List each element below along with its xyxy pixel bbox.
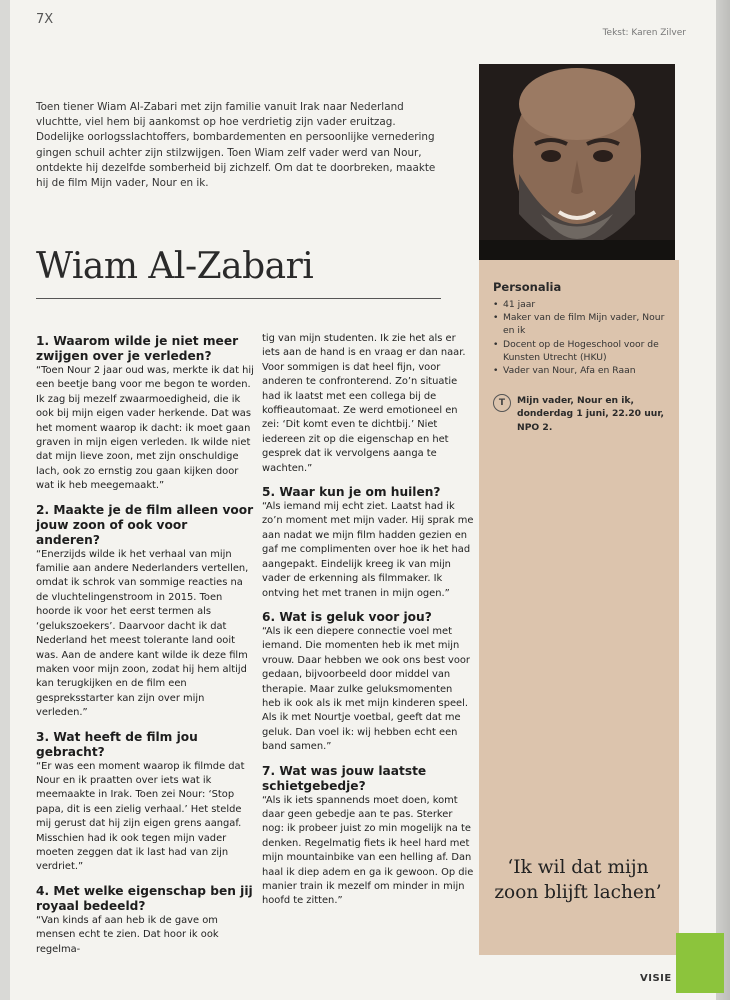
qa-item-7: [262, 764, 474, 909]
qa-item-6: [262, 610, 474, 755]
intro-paragraph: Toen tiener Wiam Al-Zabari met zijn familie vanuit Irak naar Nederland vluchtte, viel hem bij aankomst op hoe verdrietig zijn vader eruitzag. Dodelijke oorlogsslachtoffers, bombardementen en persoonlijke vernedering gingen schuil achter zijn stilzwijgen. Toen Wiam zelf vader werd van Nour, ontdekte hij dezelfde somberheid bij zichzelf. Om dat te doorbreken, maakte hij de film Mijn vader, Nour en ik.: [36, 101, 436, 190]
answer-text: “Als ik iets spannends moet doen, komt daar geen gebedje aan te pas. Sterker nog: ik probeer juist zo min mogelijk na te denken. Regelmatig fiets ik heel hard met mijn mountainbike van een helling af. Dan haal ik diep adem en ga ik gewoon. Op die manier train ik mezelf om minder in mijn hoofd te zitten.”: [262, 794, 474, 907]
answer-text: “Toen Nour 2 jaar oud was, merkte ik dat hij een beetje bang voor me begon te worden. Ik zag bij mezelf zwaarmoedigheid, die ik ook bij mijn eigen vader herkende. Dat was het moment waarop ik dacht: ik moet gaan graven in mijn eigen verleden. Ik wilde niet dat mijn lieve zoon, met zijn onschuldige lach, ook zo ernstig zou gaan kijken door wat ik heb meegemaakt.”: [36, 365, 254, 492]
portrait-illustration: [479, 64, 675, 260]
personalia-item: • Vader van Nour, Afa en Raan: [493, 364, 673, 377]
question-heading: 6. Wat is geluk voor jou?: [262, 609, 432, 624]
answer-text: “Er was een moment waarop ik filmde dat Nour en ik praatten over iets wat ik meemaakte in Irak. Toen zei Nour: ‘Stop papa, dit is een zielig verhaal.’ Het stelde mij gerust dat hij zijn eigen grens aangaf. Misschien had ik ook tegen mijn vader moeten zeggen dat ik last had van zijn verdriet.”: [36, 760, 245, 873]
personalia-sidebar: [479, 260, 679, 955]
magazine-page: [10, 0, 722, 1000]
tv-icon: T: [493, 394, 511, 412]
personalia-item: • 41 jaar: [493, 298, 673, 311]
column-left: [36, 334, 254, 966]
qa-item-1: [36, 334, 254, 494]
qa-item-5: [262, 485, 474, 601]
page-section-tag: 7X: [36, 12, 54, 27]
answer-text: “Van kinds af aan heb ik de gave om mensen echt te zien. Dat hoor ik ook regelma-: [36, 914, 219, 955]
article-title: Wiam Al-Zabari: [36, 246, 314, 287]
question-heading: 2. Maakte je de film alleen voor jouw zoon of ook voor anderen?: [36, 502, 254, 547]
pull-quote: ‘Ik wil dat mijn zoon blijft lachen’: [494, 857, 662, 903]
question-heading: 5. Waar kun je om huilen?: [262, 485, 441, 500]
question-heading: 4. Met welke eigenschap ben jij royaal bedeeld?: [36, 883, 253, 913]
qa-item-4: [36, 884, 254, 957]
personalia-title: Personalia: [493, 280, 562, 294]
personalia-list: [493, 298, 673, 377]
answer-text: tig van mijn studenten. Ik zie het als er iets aan de hand is en vraag er dan naar. Voor sommigen is dat heel fijn, voor anderen te confronterend. Zo’n situatie had ik laatst met een collega bij de koffieautomaat. Ze werd emotioneel en zei: ‘Dit komt even te dichtbij.’ Niet iedereen zit op die eigenschap en het gesprek dat ik vervolgens aanga te wachten.”: [262, 333, 466, 474]
watermark-logo-icon: [676, 933, 724, 993]
page-edge-shadow: [716, 0, 730, 1000]
qa-item-4-continued: [262, 332, 474, 476]
magazine-name: VISIE: [640, 973, 672, 984]
column-middle: [262, 332, 474, 918]
personalia-item: • Docent op de Hogeschool voor de Kunsten Utrecht (HKU): [493, 338, 673, 364]
answer-text: “Enerzijds wilde ik het verhaal van mijn familie aan andere Nederlanders vertellen, omdat ik schrok van sommige reacties na de vluchtelingenstroom in 2015. Toen hoorde ik voor het eerst termen als ‘gelukszoekers’. Daarvoor dacht ik dat Nederland het meest tolerante land ooit was. Aan de andere kant wilde ik deze film maken voor mijn zoon, zodat hij hem altijd kan terugkijken en de film een gespreksstarter kan zijn over mijn verleden.”: [36, 548, 249, 719]
question-heading: 3. Wat heeft de film jou gebracht?: [36, 729, 198, 759]
portrait-photo: [479, 64, 675, 260]
qa-item-3: [36, 730, 254, 875]
answer-text: “Als ik een diepere connectie voel met iemand. Die momenten heb ik met mijn vrouw. Daar hebben we ook ons best voor gedaan, bijvoorbeeld door middel van therapie. Maar zulke geluksmomenten heb ik ook als ik met mijn kinderen speel. Als ik met Nourtje voetbal, geeft dat me geluk. Dan voel ik: wij hebben echt een band samen.”: [262, 625, 470, 753]
answer-text: “Als iemand mij echt ziet. Laatst had ik zo’n moment met mijn vader. Hij sprak me aan nadat we mijn film hadden gezien en gaf me complimenten over hoe ik het had aangepakt. Eindelijk kreeg ik van mijn vader de erkenning als filmmaker. Ik ontving het met tranen in mijn ogen.”: [262, 501, 474, 599]
title-divider: [36, 298, 441, 299]
tv-listing-text: Mijn vader, Nour en ik, donderdag 1 juni, 22.20 uur, NPO 2.: [517, 395, 664, 433]
question-heading: 7. Wat was jouw laatste schietgebedje?: [262, 763, 427, 793]
personalia-item: • Maker van de film Mijn vader, Nour en ik: [493, 311, 673, 337]
author-credit: Tekst: Karen Zilver: [602, 28, 686, 38]
qa-item-2: [36, 503, 254, 721]
question-heading: 1. Waarom wilde je niet meer zwijgen over je verleden?: [36, 334, 239, 363]
